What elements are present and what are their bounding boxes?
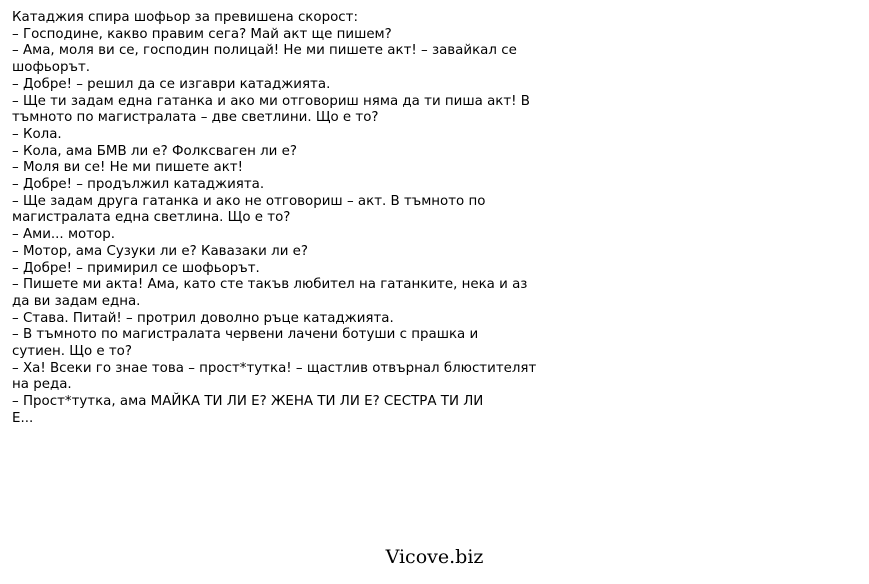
joke-line: магистралата една светлина. Що е то? (12, 210, 291, 226)
joke-line: шофьорът. (12, 60, 90, 76)
joke-line: – Кола, ама БМВ ли е? Фолксваген ли е? (12, 143, 297, 159)
joke-line: да ви задам една. (12, 293, 141, 309)
joke-line: – В тъмното по магистралата червени лачени ботуши с прашка и (12, 327, 479, 343)
joke-line: тъмното по магистралата – две светлини. Що е то? (12, 110, 379, 126)
joke-line: – Става. Питай! – протрил доволно ръце катаджията. (12, 310, 394, 326)
joke-line: – Ще задам друга гатанка и ако не отговориш – акт. В тъмното по (12, 193, 486, 209)
joke-line: – Ха! Всеки го знае това – прост*тутка! – щастлив отвърнал блюстителят (12, 360, 537, 376)
joke-line: Е... (12, 410, 34, 426)
joke-line: – Моля ви се! Не ми пишете акт! (12, 160, 243, 176)
joke-line: – Ще ти задам една гатанка и ако ми отговориш няма да ти пиша акт! В (12, 93, 530, 109)
joke-line: – Прост*тутка, ама МАЙКА ТИ ЛИ Е? ЖЕНА ТИ ЛИ Е? СЕСТРА ТИ ЛИ (12, 394, 484, 410)
joke-line: – Ами... мотор. (12, 227, 115, 243)
joke-line: – Кола. (12, 126, 62, 142)
joke-line: – Ама, моля ви се, господин полицай! Не ми пишете акт! – завайкал се (12, 43, 517, 59)
joke-line: на реда. (12, 377, 72, 393)
joke-line: – Добре! – решил да се изгаври катаджията. (12, 76, 331, 92)
joke-line: – Добре! – продължил катаджията. (12, 177, 265, 193)
joke-line: – Мотор, ама Сузуки ли е? Кавазаки ли е? (12, 243, 309, 259)
joke-text (12, 10, 582, 428)
joke-line: – Господине, какво правим сега? Май акт ще пишем? (12, 26, 392, 42)
site-watermark: Vicove.biz (385, 546, 484, 568)
joke-line: – Добре! – примирил се шофьорът. (12, 260, 260, 276)
joke-line: – Пишете ми акта! Ама, като сте такъв любител на гатанките, нека и аз (12, 277, 528, 293)
joke-line: Катаджия спира шофьор за превишена скорост: (12, 10, 358, 25)
joke-line: сутиен. Що е то? (12, 344, 132, 360)
